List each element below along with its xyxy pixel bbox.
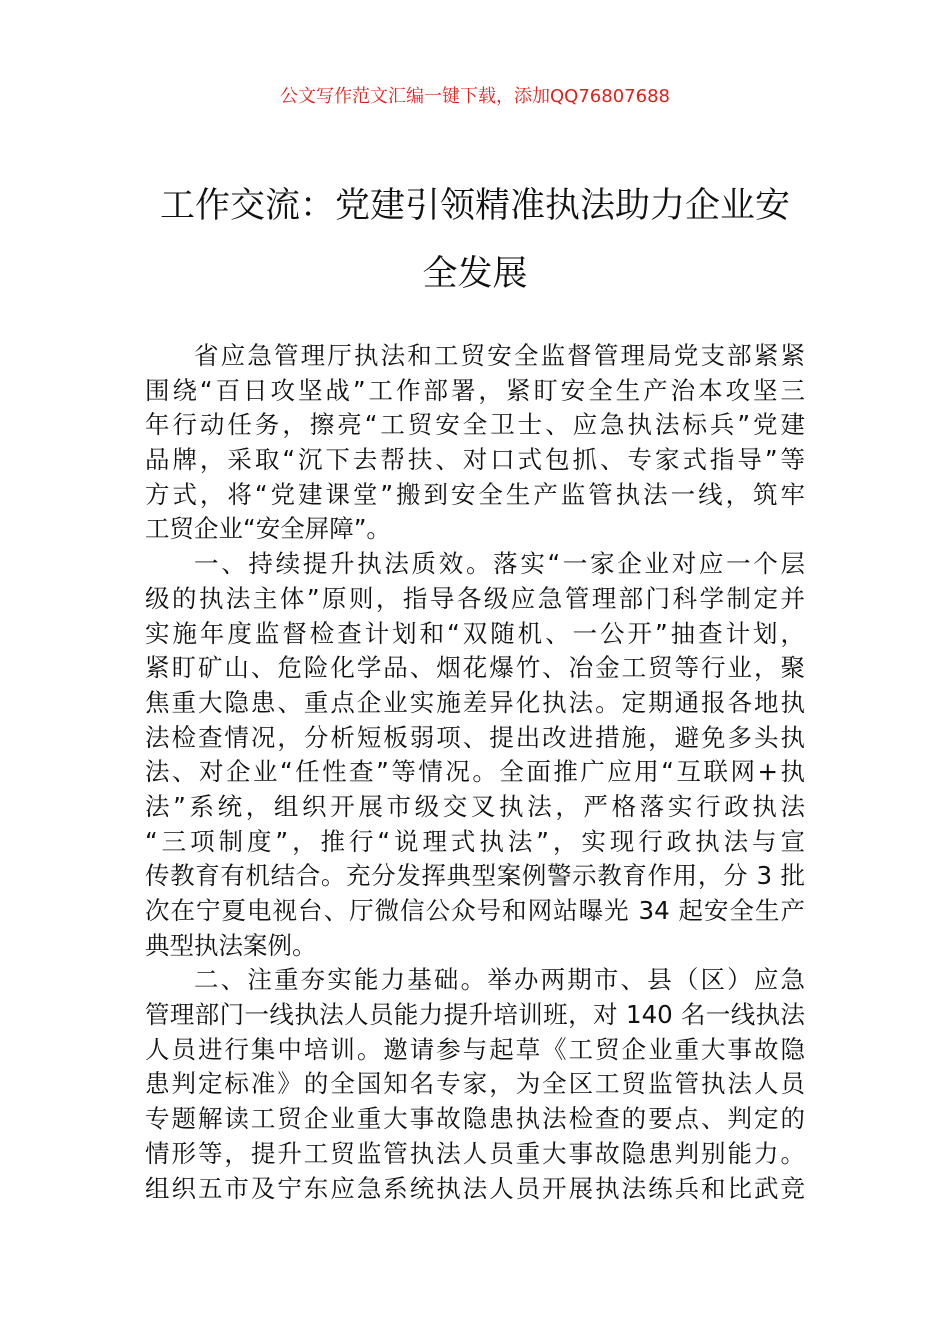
text-line: 二、注重夯实能力基础。举办两期市、县（区）应急 [194, 965, 805, 995]
paragraph [145, 339, 805, 547]
text-line: 典型执法案例。 [145, 930, 317, 960]
text-line: “三项制度”，推行“说理式执法”，实现行政执法与宣 [145, 826, 805, 856]
document-title [140, 172, 810, 308]
paragraph [145, 963, 805, 1206]
text-line: 管理部门一线执法人员能力提升培训班，对 140 名一线执法 [145, 1000, 805, 1030]
text-line: 情形等，提升工贸监管执法人员重大事故隐患判别能力。 [145, 1138, 805, 1168]
text-line: 法、对企业“任性查”等情况。全面推广应用“互联网+执 [145, 757, 805, 787]
text-line: 传教育有机结合。充分发挥典型案例警示教育作用，分 3 批 [145, 861, 805, 891]
text-line: 围绕“百日攻坚战”工作部署，紧盯安全生产治本攻坚三 [145, 375, 805, 405]
text-line: 次在宁夏电视台、厅微信公众号和网站曝光 34 起安全生产 [145, 896, 805, 925]
text-line: 实施年度监督检查计划和“双随机、一公开”抽查计划， [145, 618, 805, 648]
text-line: 组织五市及宁东应急系统执法人员开展执法练兵和比武竞 [145, 1173, 805, 1203]
text-line: 品牌，采取“沉下去帮扶、对口式包抓、专家式指导”等 [145, 445, 805, 475]
text-line: 人员进行集中培训。邀请参与起草《工贸企业重大事故隐 [145, 1034, 805, 1064]
text-line: 紧盯矿山、危险化学品、烟花爆竹、冶金工贸等行业，聚 [145, 653, 805, 683]
document-body [145, 339, 805, 1206]
text-line: 级的执法主体”原则，指导各级应急管理部门科学制定并 [145, 583, 805, 613]
text-line: 法”系统，组织开展市级交叉执法，严格落实行政执法 [145, 791, 805, 821]
text-line: 方式，将“党建课堂”搬到安全生产监管执法一线，筑牢 [145, 479, 805, 509]
text-line: 一、持续提升执法质效。落实“一家企业对应一个层 [194, 549, 805, 579]
text-line: 工贸企业“安全屏障”。 [145, 514, 391, 544]
text-line: 法检查情况，分析短板弱项、提出改进措施，避免多头执 [145, 722, 805, 752]
title-line-1: 工作交流：党建引领精准执法助力企业安 [159, 186, 790, 226]
paragraph [145, 547, 805, 963]
text-line: 焦重大隐患、重点企业实施差异化执法。定期通报各地执 [145, 687, 805, 717]
text-line: 患判定标准》的全国知名专家，为全区工贸监管执法人员 [145, 1069, 805, 1099]
text-line: 年行动任务，擦亮“工贸安全卫士、应急执法标兵”党建 [145, 410, 805, 440]
text-line: 专题解读工贸企业重大事故隐患执法检查的要点、判定的 [145, 1104, 805, 1134]
title-line-2: 全发展 [422, 254, 528, 294]
watermark-header: 公文写作范文汇编一键下载，添加QQ76807688 [280, 86, 670, 107]
text-line: 省应急管理厅执法和工贸安全监督管理局党支部紧紧 [194, 341, 805, 370]
